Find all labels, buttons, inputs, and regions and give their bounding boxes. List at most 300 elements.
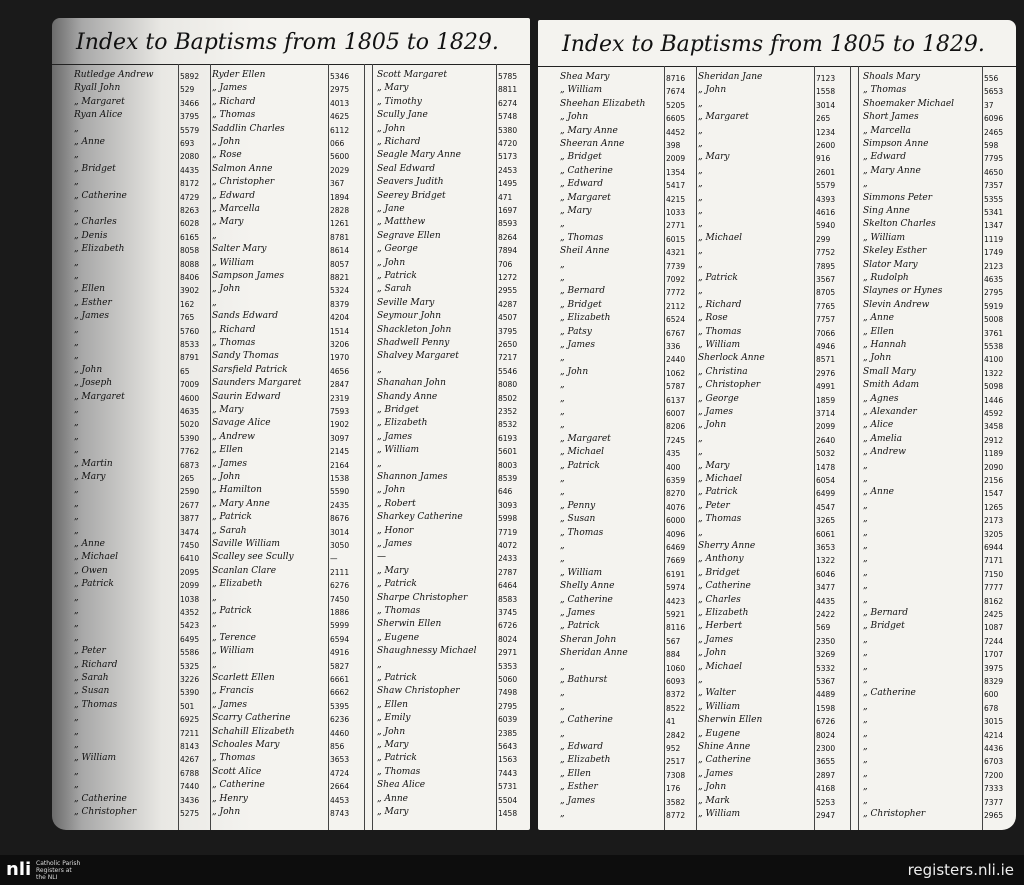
- index-entry-row: [52, 807, 530, 820]
- entry-name: „: [74, 257, 79, 268]
- entry-number: 6726: [498, 621, 518, 631]
- entry-number: 916: [816, 154, 831, 164]
- entry-name: „: [74, 150, 79, 161]
- entry-name: „ John: [377, 485, 406, 496]
- entry-number: 1354: [666, 167, 686, 177]
- entry-name: „ John: [698, 420, 727, 431]
- entry-number: 7333: [984, 784, 1004, 794]
- entry-number: 2677: [180, 500, 200, 510]
- entry-number: 3474: [180, 527, 200, 537]
- entry-number: 3745: [498, 608, 518, 617]
- index-entry-row: [52, 713, 530, 726]
- entry-number: 2947: [816, 811, 836, 820]
- entry-name: „ Catherine: [560, 165, 613, 176]
- entry-number: 567: [666, 636, 681, 646]
- left-register-page: [52, 18, 530, 830]
- entry-name: „ Charles: [74, 217, 117, 228]
- entry-name: „ Anthony: [698, 554, 744, 565]
- entry-number: 7669: [666, 556, 686, 566]
- index-entry-row: [52, 472, 530, 485]
- entry-name: „: [863, 179, 868, 190]
- entry-number: 8539: [498, 474, 518, 483]
- entry-number: 4635: [180, 407, 200, 416]
- right-register-page: [538, 20, 1016, 830]
- entry-name: „: [560, 420, 565, 431]
- entry-name: „ George: [698, 393, 739, 404]
- index-entry-row: [538, 179, 1016, 192]
- entry-number: 7674: [666, 87, 686, 97]
- entry-name: Shoemaker Michael: [863, 98, 955, 109]
- entry-number: 8024: [498, 634, 518, 644]
- entry-number: 1538: [330, 474, 350, 483]
- entry-number: 598: [984, 141, 999, 150]
- index-entry-row: [52, 633, 530, 646]
- entry-number: 7244: [984, 636, 1004, 646]
- entry-number: 2099: [180, 581, 200, 591]
- entry-name: „ Margaret: [698, 112, 749, 123]
- entry-number: 2385: [498, 728, 518, 738]
- entry-number: 4616: [816, 208, 836, 217]
- entry-name: „ John: [212, 284, 241, 295]
- entry-number: 3206: [330, 340, 350, 349]
- entry-name: „ Susan: [560, 514, 596, 525]
- entry-name: Saddlin Charles: [212, 123, 285, 134]
- entry-number: 8206: [666, 422, 686, 432]
- entry-name: Shadwell Penny: [377, 338, 450, 348]
- entry-name: „ Edward: [863, 152, 906, 163]
- entry-number: 5538: [984, 342, 1004, 351]
- entry-name: „ William: [377, 445, 420, 456]
- entry-number: 8057: [330, 259, 350, 269]
- entry-name: „ Thomas: [377, 766, 421, 777]
- entry-name: „ William: [863, 232, 906, 243]
- entry-number: 5346: [330, 72, 350, 81]
- entry-number: 5325: [180, 661, 200, 671]
- entry-number: 8705: [816, 288, 836, 298]
- entry-name: „: [74, 740, 79, 750]
- entry-number: 4204: [330, 313, 350, 323]
- entry-name: „ Catherine: [74, 793, 127, 804]
- entry-number: 2425: [984, 610, 1004, 619]
- entry-number: 3097: [330, 433, 350, 443]
- entry-name: Shannon James: [377, 472, 448, 482]
- index-entry-row: [538, 313, 1016, 326]
- entry-number: 6499: [816, 489, 836, 499]
- entry-name: „: [863, 675, 868, 685]
- entry-name: „ Anne: [863, 313, 894, 324]
- entry-name: „ James: [698, 768, 733, 779]
- entry-number: 5579: [816, 181, 836, 191]
- entry-name: „ Anne: [863, 487, 894, 498]
- entry-number: 1272: [498, 273, 518, 282]
- entry-number: 5731: [498, 782, 518, 792]
- entry-name: „: [698, 527, 703, 538]
- entry-name: „ Edward: [560, 742, 603, 752]
- entry-number: 6191: [666, 569, 686, 579]
- index-entry-row: [52, 606, 530, 619]
- entry-number: 2300: [816, 744, 836, 753]
- entry-number: 5275: [180, 809, 200, 818]
- entry-number: 600: [984, 690, 999, 700]
- entry-number: 4547: [816, 502, 836, 512]
- entry-number: 8811: [498, 85, 518, 95]
- entry-name: „ Christopher: [212, 177, 275, 188]
- entry-number: 6093: [666, 677, 686, 686]
- index-entry-row: [538, 327, 1016, 340]
- entry-name: Seagle Mary Anne: [377, 150, 461, 161]
- entry-name: „ Rudolph: [863, 273, 909, 283]
- entry-number: 6661: [330, 675, 350, 684]
- entry-name: „ John: [698, 782, 727, 793]
- entry-number: 3458: [984, 422, 1004, 432]
- entry-number: 2971: [498, 648, 518, 658]
- entry-name: Sheran John: [560, 634, 617, 645]
- entry-number: 2319: [330, 393, 350, 403]
- entry-number: 2664: [330, 782, 350, 792]
- entry-name: „: [863, 460, 868, 471]
- entry-name: „ James: [212, 83, 247, 94]
- column-rule: [496, 64, 497, 830]
- entry-name: „ Mark: [698, 795, 730, 806]
- entry-name: „: [863, 527, 868, 538]
- entry-name: Ryan Alice: [74, 110, 123, 121]
- entry-name: „: [74, 405, 79, 415]
- entry-number: 7752: [816, 248, 836, 258]
- entry-name: Scott Margaret: [377, 70, 447, 80]
- nli-logo[interactable]: nli: [6, 859, 32, 880]
- index-entry-row: [52, 753, 530, 766]
- index-entry-row: [538, 796, 1016, 809]
- entry-name: „ Patrick: [212, 606, 252, 616]
- entry-number: 8024: [816, 730, 836, 740]
- entry-name: „: [74, 445, 79, 456]
- entry-number: 4287: [498, 299, 518, 309]
- entry-name: „: [74, 123, 79, 134]
- entry-name: Shanahan John: [377, 378, 446, 389]
- entry-number: 5098: [984, 382, 1004, 392]
- entry-number: 41: [666, 717, 676, 727]
- index-entry-row: [52, 459, 530, 472]
- entry-number: 501: [180, 701, 195, 711]
- entry-number: 5590: [330, 487, 350, 497]
- entry-name: „ Elizabeth: [560, 755, 611, 766]
- entry-name: „: [863, 474, 868, 484]
- entry-number: 1970: [330, 353, 350, 363]
- entry-number: 5417: [666, 181, 686, 191]
- entry-name: „: [698, 192, 703, 203]
- entry-name: Sheridan Anne: [560, 648, 628, 659]
- entry-name: „: [560, 219, 565, 230]
- entry-number: 8116: [666, 623, 686, 633]
- entry-name: „ John: [377, 257, 406, 268]
- entry-number: 4072: [498, 541, 518, 550]
- entry-number: 176: [666, 784, 681, 794]
- entry-name: „ Robert: [377, 498, 416, 509]
- entry-name: „ Catherine: [74, 190, 127, 201]
- index-entry-row: [52, 686, 530, 699]
- entry-name: „ James: [212, 699, 247, 710]
- entry-number: 6096: [984, 114, 1004, 124]
- column-rule: [696, 66, 697, 830]
- entry-name: „ Honor: [377, 525, 414, 536]
- entry-name: „: [698, 675, 703, 685]
- index-entry-row: [52, 365, 530, 378]
- entry-name: „ Mary: [212, 405, 244, 415]
- entry-name: „ Martin: [74, 458, 113, 469]
- entry-name: Sheil Anne: [560, 246, 610, 257]
- entry-number: 6193: [498, 433, 518, 443]
- entry-name: „: [698, 165, 703, 176]
- entry-name: „ Sarah: [212, 525, 247, 536]
- entry-name: „ Mary Anne: [863, 165, 921, 176]
- index-entry-row: [538, 407, 1016, 420]
- entry-number: 4452: [666, 127, 686, 137]
- entry-name: Saville William: [212, 539, 280, 549]
- entry-number: 4507: [498, 313, 518, 323]
- entry-name: „: [74, 418, 79, 429]
- entry-number: 3877: [180, 514, 200, 524]
- entry-number: 4214: [984, 730, 1004, 740]
- index-entry-row: [52, 552, 530, 565]
- entry-name: Segrave Ellen: [377, 230, 441, 241]
- entry-number: 5579: [180, 125, 200, 135]
- index-entry-row: [538, 541, 1016, 554]
- entry-number: 5919: [984, 301, 1004, 311]
- entry-number: 2465: [984, 127, 1004, 137]
- entry-number: 7440: [180, 782, 200, 792]
- entry-name: „ John: [377, 726, 406, 737]
- entry-name: Sheeran Anne: [560, 139, 625, 149]
- entry-name: „ William: [212, 257, 255, 268]
- entry-name: „: [560, 661, 565, 672]
- entry-name: „ Richard: [377, 137, 421, 147]
- entry-number: 2112: [666, 301, 686, 311]
- index-entry-row: [52, 231, 530, 244]
- entry-name: „: [863, 581, 868, 592]
- entry-number: 1558: [816, 87, 836, 97]
- entry-number: 65: [180, 366, 190, 376]
- entry-number: 8379: [330, 299, 350, 309]
- entry-name: „: [863, 514, 868, 525]
- entry-number: 265: [180, 474, 195, 483]
- entry-name: „ Bernard: [560, 286, 605, 297]
- entry-name: „: [560, 353, 565, 364]
- site-url-link[interactable]: registers.nli.ie: [907, 861, 1014, 879]
- index-entry-row: [538, 340, 1016, 353]
- entry-name: „: [698, 286, 703, 297]
- entry-name: „ Peter: [698, 500, 730, 511]
- entry-name: „: [863, 742, 868, 752]
- entry-name: „ Mary: [377, 807, 409, 817]
- entry-number: 7719: [498, 527, 518, 537]
- column-rule: [364, 64, 365, 830]
- index-entry-row: [52, 660, 530, 673]
- entry-name: „ John: [74, 364, 103, 375]
- entry-number: 7150: [984, 569, 1004, 579]
- entry-number: 6524: [666, 315, 686, 325]
- entry-number: 1547: [984, 489, 1004, 499]
- entry-number: 5504: [498, 795, 518, 805]
- index-entry-row: [52, 485, 530, 498]
- entry-number: 4592: [984, 409, 1004, 418]
- entry-name: „ Elizabeth: [377, 418, 428, 429]
- entry-number: 6112: [330, 125, 350, 135]
- index-entry-row: [538, 782, 1016, 795]
- entry-number: 400: [666, 462, 681, 472]
- index-entry-row: [538, 688, 1016, 701]
- entry-name: „ Elizabeth: [560, 313, 611, 324]
- entry-name: „: [74, 525, 79, 536]
- entry-number: 6039: [498, 715, 518, 725]
- index-entry-row: [538, 474, 1016, 487]
- entry-number: 765: [180, 313, 195, 323]
- entry-number: 7211: [180, 728, 200, 738]
- entry-number: 3795: [498, 326, 518, 336]
- entry-name: „ James: [698, 634, 733, 645]
- entry-name: „ Mary: [377, 740, 409, 750]
- entry-number: 4100: [984, 355, 1004, 365]
- entry-name: „ William: [698, 809, 741, 819]
- entry-number: 367: [330, 179, 345, 189]
- entry-name: Smith Adam: [863, 380, 920, 391]
- entry-name: Shea Alice: [377, 780, 426, 791]
- entry-name: Sherry Anne: [698, 541, 756, 551]
- entry-number: —: [330, 554, 338, 564]
- entry-number: 3050: [330, 541, 350, 550]
- entry-name: Sing Anne: [863, 206, 910, 216]
- entry-name: „ Anne: [377, 793, 408, 804]
- entry-name: „ Agnes: [863, 393, 899, 404]
- index-entry-row: [538, 99, 1016, 112]
- column-rule: [858, 66, 859, 830]
- entry-name: Scott Alice: [212, 766, 262, 777]
- entry-name: Shalvey Margaret: [377, 351, 459, 362]
- entry-name: Scalley see Scully: [212, 552, 294, 563]
- index-entry-row: [52, 217, 530, 230]
- entry-number: 952: [666, 744, 681, 753]
- index-entry-row: [538, 152, 1016, 165]
- entry-number: 1495: [498, 179, 518, 189]
- index-entry-row: [52, 673, 530, 686]
- entry-number: 6469: [666, 543, 686, 552]
- index-entry-row: [52, 593, 530, 606]
- entry-name: „: [74, 632, 79, 643]
- index-entry-row: [52, 445, 530, 458]
- entry-name: Seville Mary: [377, 297, 435, 308]
- entry-number: 7498: [498, 688, 518, 698]
- entry-number: 5020: [180, 420, 200, 430]
- entry-name: „ Patrick: [698, 273, 738, 283]
- entry-number: 2433: [498, 554, 518, 564]
- entry-number: 1265: [984, 502, 1004, 512]
- entry-name: „ John: [698, 85, 727, 96]
- index-entry-row: [538, 300, 1016, 313]
- entry-name: „: [863, 782, 868, 793]
- entry-number: 4267: [180, 755, 200, 765]
- entry-name: „: [698, 139, 703, 149]
- entry-number: 6028: [180, 219, 200, 229]
- index-entry-row: [52, 767, 530, 780]
- entry-name: Schahill Elizabeth: [212, 726, 295, 737]
- entry-number: 7450: [330, 594, 350, 604]
- entry-name: Sheehan Elizabeth: [560, 98, 646, 109]
- entry-number: 5395: [330, 701, 350, 711]
- entry-name: „ Alexander: [863, 407, 917, 417]
- entry-name: „: [698, 433, 703, 444]
- entry-name: „: [560, 554, 565, 565]
- entry-name: Skelton Charles: [863, 219, 936, 230]
- entry-number: 1598: [816, 703, 836, 713]
- index-entry-row: [52, 392, 530, 405]
- entry-name: „: [863, 567, 868, 578]
- entry-name: Sherwin Ellen: [698, 715, 763, 726]
- entry-name: „: [560, 541, 565, 551]
- entry-name: „: [560, 407, 565, 417]
- entry-number: 2640: [816, 435, 836, 445]
- entry-number: 471: [498, 192, 513, 202]
- entry-number: 8533: [180, 340, 200, 349]
- entry-number: 6000: [666, 516, 686, 526]
- entry-number: 2828: [330, 206, 350, 215]
- index-entry-row: [52, 405, 530, 418]
- entry-number: 8791: [180, 353, 200, 363]
- index-entry-row: [52, 311, 530, 324]
- index-entry-row: [538, 769, 1016, 782]
- entry-number: 1322: [816, 556, 836, 566]
- entry-number: 2009: [666, 154, 686, 164]
- index-entry-row: [538, 447, 1016, 460]
- index-entry-row: [52, 83, 530, 96]
- entry-number: 4991: [816, 382, 836, 392]
- index-entry-row: [52, 70, 530, 83]
- entry-name: „: [863, 541, 868, 551]
- index-entry-row: [52, 526, 530, 539]
- entry-number: 2422: [816, 610, 836, 619]
- entry-name: „ Patrick: [698, 487, 738, 498]
- entry-number: 8781: [330, 232, 350, 242]
- index-entry-row: [52, 110, 530, 123]
- entry-number: 5205: [666, 100, 686, 110]
- entry-number: 5586: [180, 648, 200, 658]
- entry-number: 7217: [498, 353, 518, 363]
- entry-number: 1062: [666, 368, 686, 378]
- entry-number: 5760: [180, 326, 200, 336]
- entry-name: „ William: [212, 646, 255, 657]
- entry-number: 8088: [180, 259, 200, 269]
- entry-number: 2029: [330, 165, 350, 175]
- index-entry-row: [52, 191, 530, 204]
- entry-number: 7443: [498, 768, 518, 778]
- entry-number: 2847: [330, 380, 350, 390]
- entry-number: 8571: [816, 355, 836, 365]
- entry-name: „ Peter: [74, 646, 106, 657]
- entry-number: 2164: [330, 460, 350, 470]
- entry-number: 8143: [180, 742, 200, 751]
- entry-name: Seymour John: [377, 311, 442, 322]
- entry-number: 5253: [816, 797, 836, 807]
- entry-name: „ Elizabeth: [698, 608, 749, 618]
- entry-name: Short James: [863, 112, 919, 123]
- entry-name: „: [863, 768, 868, 779]
- entry-number: 5999: [330, 621, 350, 631]
- entry-number: 4650: [984, 167, 1004, 177]
- entry-number: 7308: [666, 770, 686, 780]
- column-rule: [982, 66, 983, 830]
- entry-number: 6137: [666, 395, 686, 405]
- entry-number: 1886: [330, 608, 350, 617]
- entry-number: 3655: [816, 757, 836, 767]
- entry-number: 6767: [666, 328, 686, 338]
